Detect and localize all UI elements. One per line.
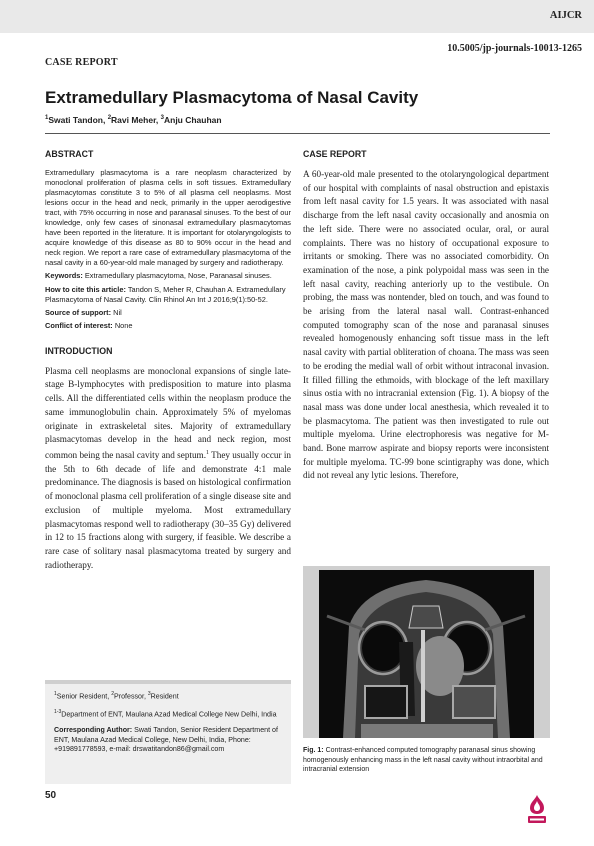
doi[interactable]: 10.5005/jp-journals-10013-1265 <box>447 43 582 54</box>
conflict-value: None <box>114 320 133 330</box>
source-of-support <box>45 308 291 318</box>
ct-scan-image <box>303 566 550 738</box>
introduction-text-part2: They usually occur in the 5th to 6th decade of life and demonstrate 4:1 male predominance. The diagnosis is based on histological confirmation of monoclonal plasma cell proliferation of a single disease site and exclusion of multiple myeloma. Most extramedullary plasmacytomas respond well to radiotherapy (30–35 Gy) delivered in 12 to 15 fractions along with surgery, if feasible. We describe a rare case of solitary nasal plasmacytoma treated by surgery and radiotherapy. <box>45 449 291 570</box>
author-footnote-box <box>45 680 291 784</box>
keywords <box>45 271 291 281</box>
keywords-value: Extramedullary plasmacytoma, Nose, Paranasal sinuses. <box>84 271 272 281</box>
role-2-marker: 2 <box>111 691 114 697</box>
introduction-heading: INTRODUCTION <box>45 345 113 356</box>
citation-value: Tandon S, Meher R, Chauhan A. Extramedullary Plasmacytoma of Nasal Cavity. Clin Rhinol An Int J 2016;9(1):50-52. <box>45 284 286 304</box>
role-3: Resident <box>150 692 179 701</box>
figure-label: Fig. 1: <box>303 747 324 754</box>
reference-marker[interactable]: 1 <box>206 449 209 456</box>
corresponding-author <box>54 726 281 755</box>
citation-label: How to cite this article: <box>45 284 126 294</box>
right-column <box>303 149 549 483</box>
role-1: Senior Resident, <box>56 692 112 701</box>
left-column <box>45 149 291 572</box>
author-list <box>45 115 222 125</box>
role-3-marker: 3 <box>147 691 151 697</box>
case-report-text: A 60-year-old male presented to the otolaryngological department of our hospital with complaints of nasal obstruction and epistaxis from left nasal cavity for 1.5 years. It was associated with nasal discharge from the left nasal cavity occasionally and anosmia on the left side. There were no associated ocular, oral, or aural complaints. There was no history of occupational exposure to irritants or smoking. There was no associated comorbidity. On examination of the nose, a pink polypoidal mass was seen in the left nasal cavity, reaching anteriorly up to the vestibule. On probing, the mass was nontender, bled on touch, and was found to be arising from the lateral nasal wall. Contrast-enhanced computed tomography scan of the nose and paranasal sinuses revealed homogenously enhancing soft tissue mass in the left nasal cavity with partial obliteration of choana. The mass was seen to be eroding the medial wall of orbit without intraconal invasion. It filled filling the ethmoids, with blockage of the left maxillary sinus ostia with no intracranial extension (Fig. 1). A biopsy of the nasal mass was done under local anesthesia, which revealed it to be plasmacytoma. The patient was then investigated to rule out multiple myeloma. Urine electrophoresis was negative for M-band. Bone marrow aspirate and biopsy reports were inconsistent for multiple myeloma. TC-99 bone scintigraphy was done, which did not reveal any lytic lesions. Therefore, <box>303 169 549 481</box>
introduction-text <box>45 365 291 573</box>
author-1-affil-marker: 1 <box>45 115 49 122</box>
abstract-heading: ABSTRACT <box>45 149 94 159</box>
affiliation-marker: 1-3 <box>54 708 62 715</box>
keywords-label: Keywords: <box>45 271 83 281</box>
support-label: Source of support: <box>45 307 112 317</box>
abstract-text: Extramedullary plasmacytoma is a rare neoplasm characterized by monoclonal proliferation of plasma cells in soft tissues. Extramedullary plasmacytomas constitute 3 to 5% of all plasma cell neoplasms. Most lesions occur in the head and neck, primarily in the upper aerodigestive tract, with 75% occurring in nose and paranasal sinuses. To the best of our knowledge, only few cases of sinonasal extramedullary plasmacytomas have been reported in the literature. It is important for otolaryngologists to acquire knowledge of this disease as 80 to 90% occur in the head and neck region. We report a rare case of extramedullary plasmacytoma of the nasal cavity in a 60-year-old male managed by surgery and radiotherapy. <box>45 168 291 268</box>
affiliation <box>54 708 281 720</box>
author-roles <box>54 690 281 702</box>
introduction-text-part1: Plasma cell neoplasms are monoclonal expansions of single late-stage B-lymphocytes with predisposition to mature into plasma cells. All the differentiated cells within the neoplasm produce the same immunoglobulin chain. Approximately 5% of myelomas originate in extraskeletal sites. Majority of extramedullary plasmacytomas develop in the head and neck region, most common being the nasal cavity and septum. <box>45 365 291 460</box>
role-2: Professor, <box>113 692 148 701</box>
page-number: 50 <box>45 790 57 801</box>
author-3-affil-marker: 3 <box>160 115 164 122</box>
author-3-name: Anju Chauhan <box>163 115 222 125</box>
conflict-of-interest <box>45 321 291 331</box>
citation <box>45 285 291 305</box>
figure-caption <box>303 746 551 775</box>
article-title: Extramedullary Plasmacytoma of Nasal Cavity <box>45 88 419 107</box>
ct-scan-figure <box>303 566 550 738</box>
publisher-logo-icon <box>524 792 550 826</box>
figure-caption-text: Contrast-enhanced computed tomography paranasal sinus showing homogenously enhancing mass in the left nasal cavity without intraorbital and intracranial extension <box>303 747 543 774</box>
title-rule <box>45 133 550 134</box>
corresponding-author-text: Swati Tandon, Senior Resident Department of ENT, Maulana Azad Medical College, New Delhi, India, Phone: +919891778593, e-mail: drswatitandon86@gmail.com <box>54 725 278 754</box>
author-2-affil-marker: 2 <box>107 115 112 122</box>
author-1-name: Swati Tandon, <box>48 115 108 125</box>
content-type-label: CASE REPORT <box>45 57 118 68</box>
header-bar <box>0 0 594 33</box>
role-1-marker: 1 <box>54 691 57 697</box>
author-2-name: Ravi Meher, <box>111 115 161 125</box>
corresponding-author-label: Corresponding Author: <box>54 725 133 734</box>
conflict-label: Conflict of interest: <box>45 320 113 330</box>
affiliation-text: Department of ENT, Maulana Azad Medical College New Delhi, India <box>61 710 277 719</box>
support-value: Nil <box>113 307 122 317</box>
journal-abbreviation: AIJCR <box>549 10 582 21</box>
case-report-heading: CASE REPORT <box>303 149 367 159</box>
